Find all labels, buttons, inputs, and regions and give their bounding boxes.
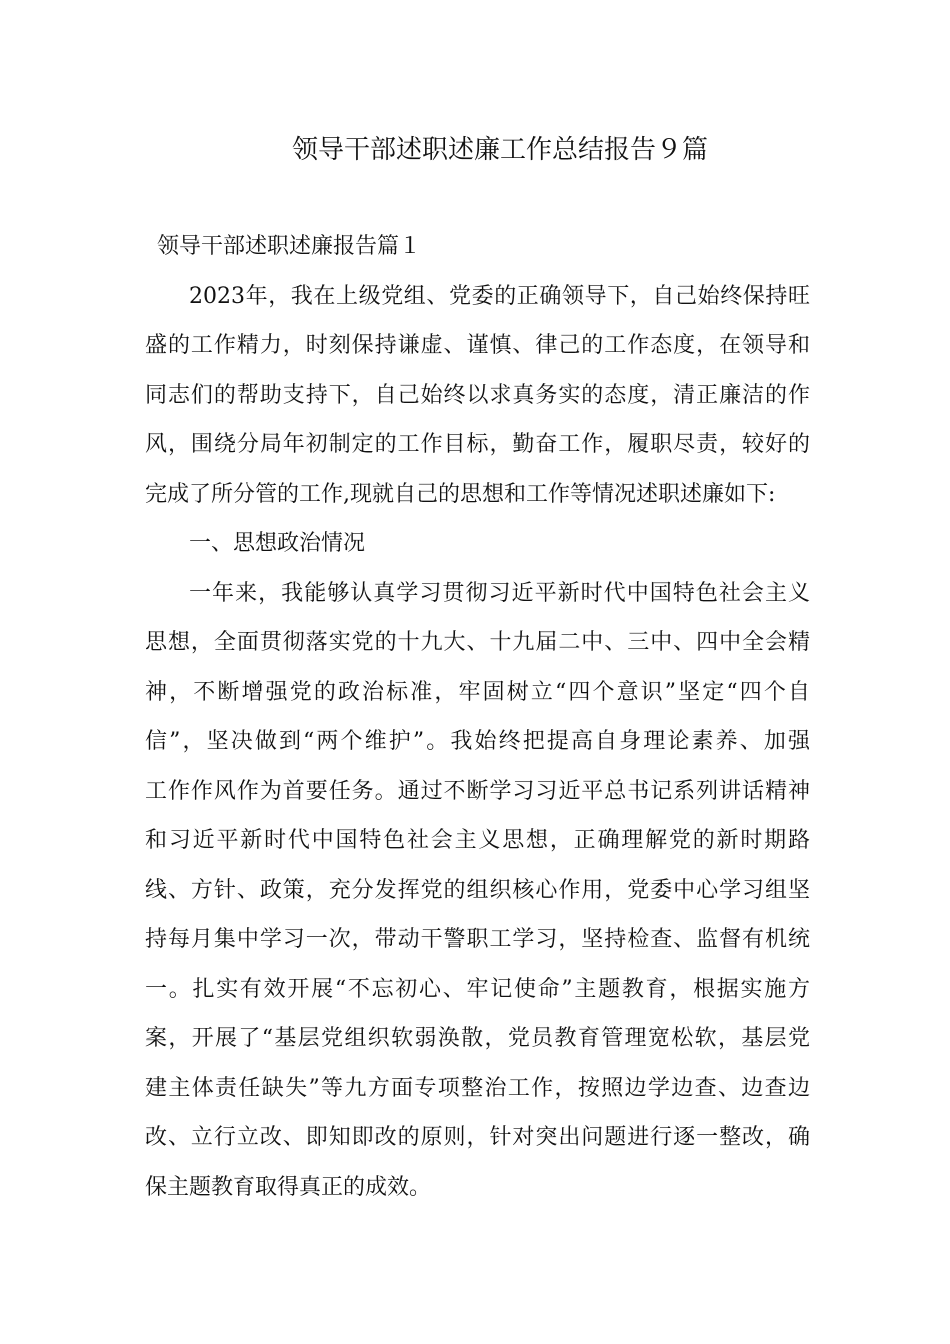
paragraph-line: 保主题教育取得真正的成效。	[145, 1174, 432, 1200]
paragraph-line: 思想，全面贯彻落实党的十九大、十九届二中、三中、四中全会精	[145, 630, 810, 655]
paragraph-line: 一。扎实有效开展“不忘初心、牢记使命”主题教育，根据实施方	[145, 976, 810, 1002]
paragraph-line: 信”，坚决做到“两个维护”。我始终把提高自身理论素养、加强	[145, 729, 810, 754]
document-title: 领导干部述职述廉工作总结报告９篇	[291, 135, 708, 165]
section-heading: 领导干部述职述廉报告篇１	[157, 234, 422, 259]
paragraph-line: 神，不断增强党的政治标准，牢固树立“四个意识”坚定“四个自	[145, 679, 810, 705]
document-body	[145, 222, 810, 1212]
paragraph-line: 一年来，我能够认真学习贯彻习近平新时代中国特色社会主义	[189, 580, 810, 606]
paragraph-line: 同志们的帮助支持下，自己始终以求真务实的态度，清正廉洁的作	[145, 382, 810, 408]
paragraph-line: 和习近平新时代中国特色社会主义思想，正确理解党的新时期路	[145, 828, 810, 853]
paragraph-line: 建主体责任缺失”等九方面专项整治工作，按照边学边查、边查边	[145, 1075, 810, 1101]
paragraph-line: 2023年，我在上级党组、党委的正确领导下，自己始终保持旺	[189, 283, 810, 309]
subheading: 一、思想政治情况	[189, 531, 366, 556]
paragraph-line: 风，围绕分局年初制定的工作目标，勤奋工作，履职尽责，较好的	[145, 432, 810, 457]
paragraph-line: 持每月集中学习一次，带动干警职工学习，坚持检查、监督有机统	[145, 927, 810, 952]
paragraph-line: 案，开展了“基层党组织软弱涣散，党员教育管理宽松软，基层党	[145, 1026, 810, 1051]
paragraph-line: 完成了所分管的工作,现就自己的思想和工作等情况述职述廉如下:	[145, 481, 776, 507]
paragraph-line: 盛的工作精力，时刻保持谦虚、谨慎、律己的工作态度，在领导和	[145, 333, 810, 358]
paragraph-line: 工作作风作为首要任务。通过不断学习习近平总书记系列讲话精神	[145, 778, 810, 804]
paragraph-line: 线、方针、政策，充分发挥党的组织核心作用，党委中心学习组坚	[145, 877, 810, 903]
paragraph-line: 改、立行立改、即知即改的原则，针对突出问题进行逐一整改，确	[145, 1125, 810, 1150]
